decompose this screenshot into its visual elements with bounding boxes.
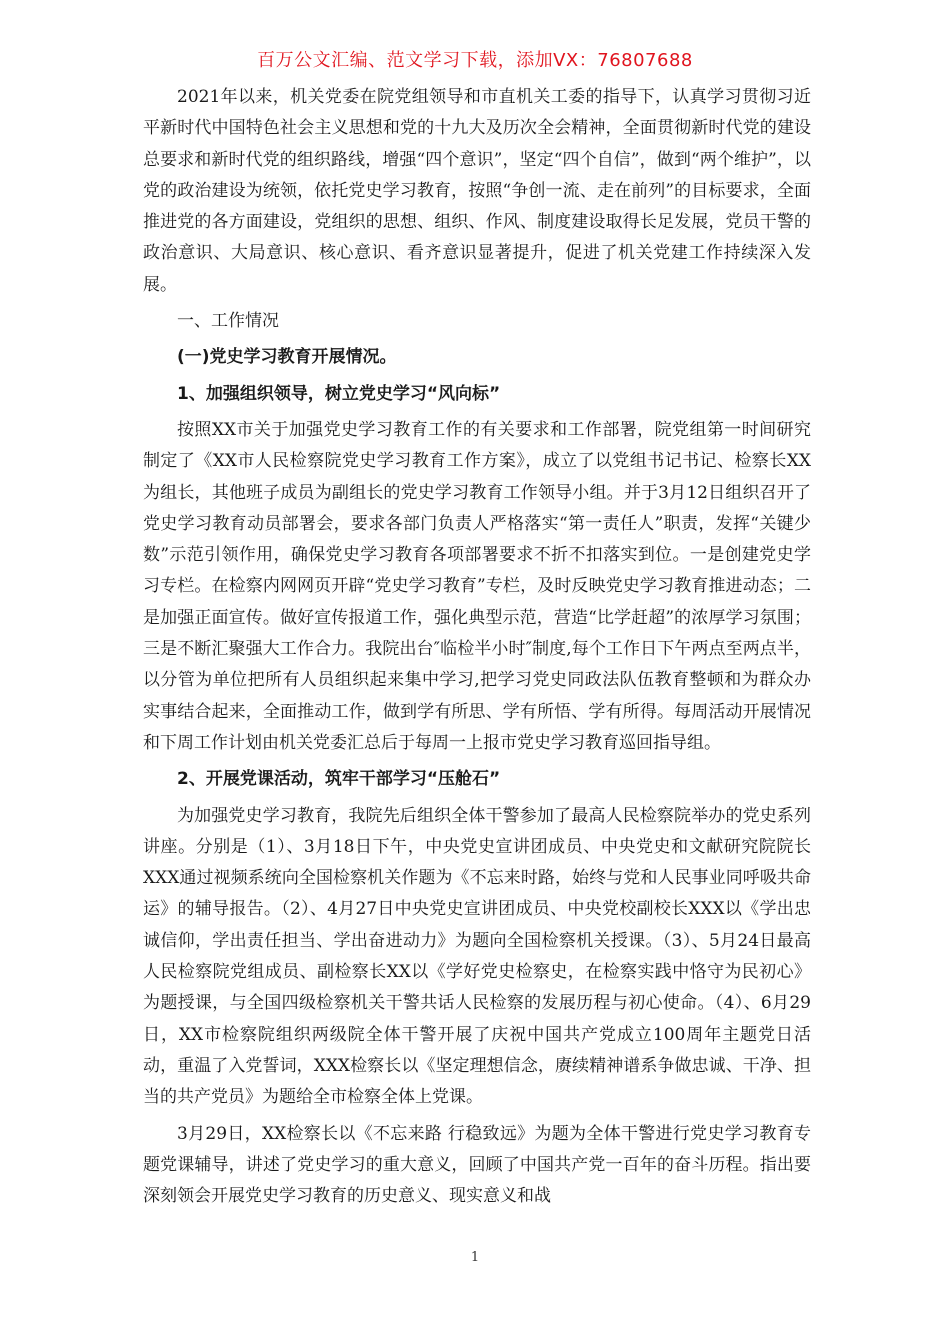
item-paragraph-1: 按照XX市关于加强党史学习教育工作的有关要求和工作部署，院党组第一时间研究制定了《XX市人民检察院党史学习教育工作方案》，成立了以党组书记书记、检察长XX为组长，其他班子成员为副组长的党史学习教育工作领导小组。并于3月12日组织召开了党史学习教育动员部署会，要求各部门负责人严格落实“第一责任人”职责，发挥“关键少数”示范引领作用，确保党史学习教育各项部署要求不折不扣落实到位。一是创建党史学习专栏。在检察内网网页开辟“党史学习教育”专栏，及时反映党史学习教育推进动态；二是加强正面宣传。做好宣传报道工作，强化典型示范，营造“比学赶超”的浓厚学习氛围；三是不断汇聚强大工作合力。我院出台″临检半小时″制度,每个工作日下午两点至两点半，以分管为单位把所有人员组织起来集中学习,把学习党史同政法队伍教育整顿和为群众办实事结合起来，全面推动工作，做到学有所思、学有所悟、学有所得。每周活动开展情况和下周工作计划由机关党委汇总后于每周一上报市党史学习教育巡回指导组。	[143, 419, 811, 753]
item-paragraph-3: 3月29日，XX检察长以《不忘来路 行稳致远》为题为全体干警进行党史学习教育专题党课辅导，讲述了党史学习的重大意义，回顾了中国共产党一百年的奋斗历程。指出要深刻领会开展党史学习教育的历史意义、现实意义和战	[143, 1123, 811, 1207]
header-banner: 百万公文汇编、范文学习下载，添加VX：76807688	[257, 50, 693, 71]
item-heading-1: 1、加强组织领导，树立党史学习“风向标”	[177, 383, 501, 404]
subsection-heading-party-history: (一)党史学习教育开展情况。	[177, 347, 397, 368]
section-heading-work-status: 一、工作情况	[177, 311, 279, 332]
item-paragraph-2: 为加强党史学习教育，我院先后组织全体干警参加了最高人民检察院举办的党史系列讲座。分别是（1）、3月18日下午，中央党史宣讲团成员、中央党史和文献研究院院长XXX通过视频系统向全国检察机关作题为《不忘来时路，始终与党和人民事业同呼吸共命运》的辅导报告。（2）、4月27日中央党史宣讲团成员、中央党校副校长XXX以《学出忠诚信仰，学出责任担当、学出奋进动力》为题向全国检察机关授课。（3）、5月24日最高人民检察院党组成员、副检察长XX以《学好党史检察史，在检察实践中恪守为民初心》为题授课，与全国四级检察机关干警共话人民检察的发展历程与初心使命。（4）、6月29日，XX市检察院组织两级院全体干警开展了庆祝中国共产党成立100周年主题党日活动，重温了入党誓词，XXX检察长以《坚定理想信念，赓续精神谱系争做忠诚、干净、担当的共产党员》为题给全市检察全体上党课。	[143, 805, 811, 1108]
document-body	[143, 82, 811, 1212]
intro-paragraph: 2021年以来，机关党委在院党组领导和市直机关工委的指导下，认真学习贯彻习近平新时代中国特色社会主义思想和党的十九大及历次全会精神，全面贯彻新时代党的建设总要求和新时代党的组织路线，增强“四个意识”，坚定“四个自信”，做到“两个维护”，以党的政治建设为统领，依托党史学习教育，按照“争创一流、走在前列”的目标要求，全面推进党的各方面建设，党组织的思想、组织、作风、制度建设取得长足发展，党员干警的政治意识、大局意识、核心意识、看齐意识显著提升，促进了机关党建工作持续深入发展。	[143, 87, 811, 295]
page-number: 1	[470, 1250, 480, 1265]
item-heading-2: 2、开展党课活动，筑牢干部学习“压舱石”	[177, 769, 501, 790]
